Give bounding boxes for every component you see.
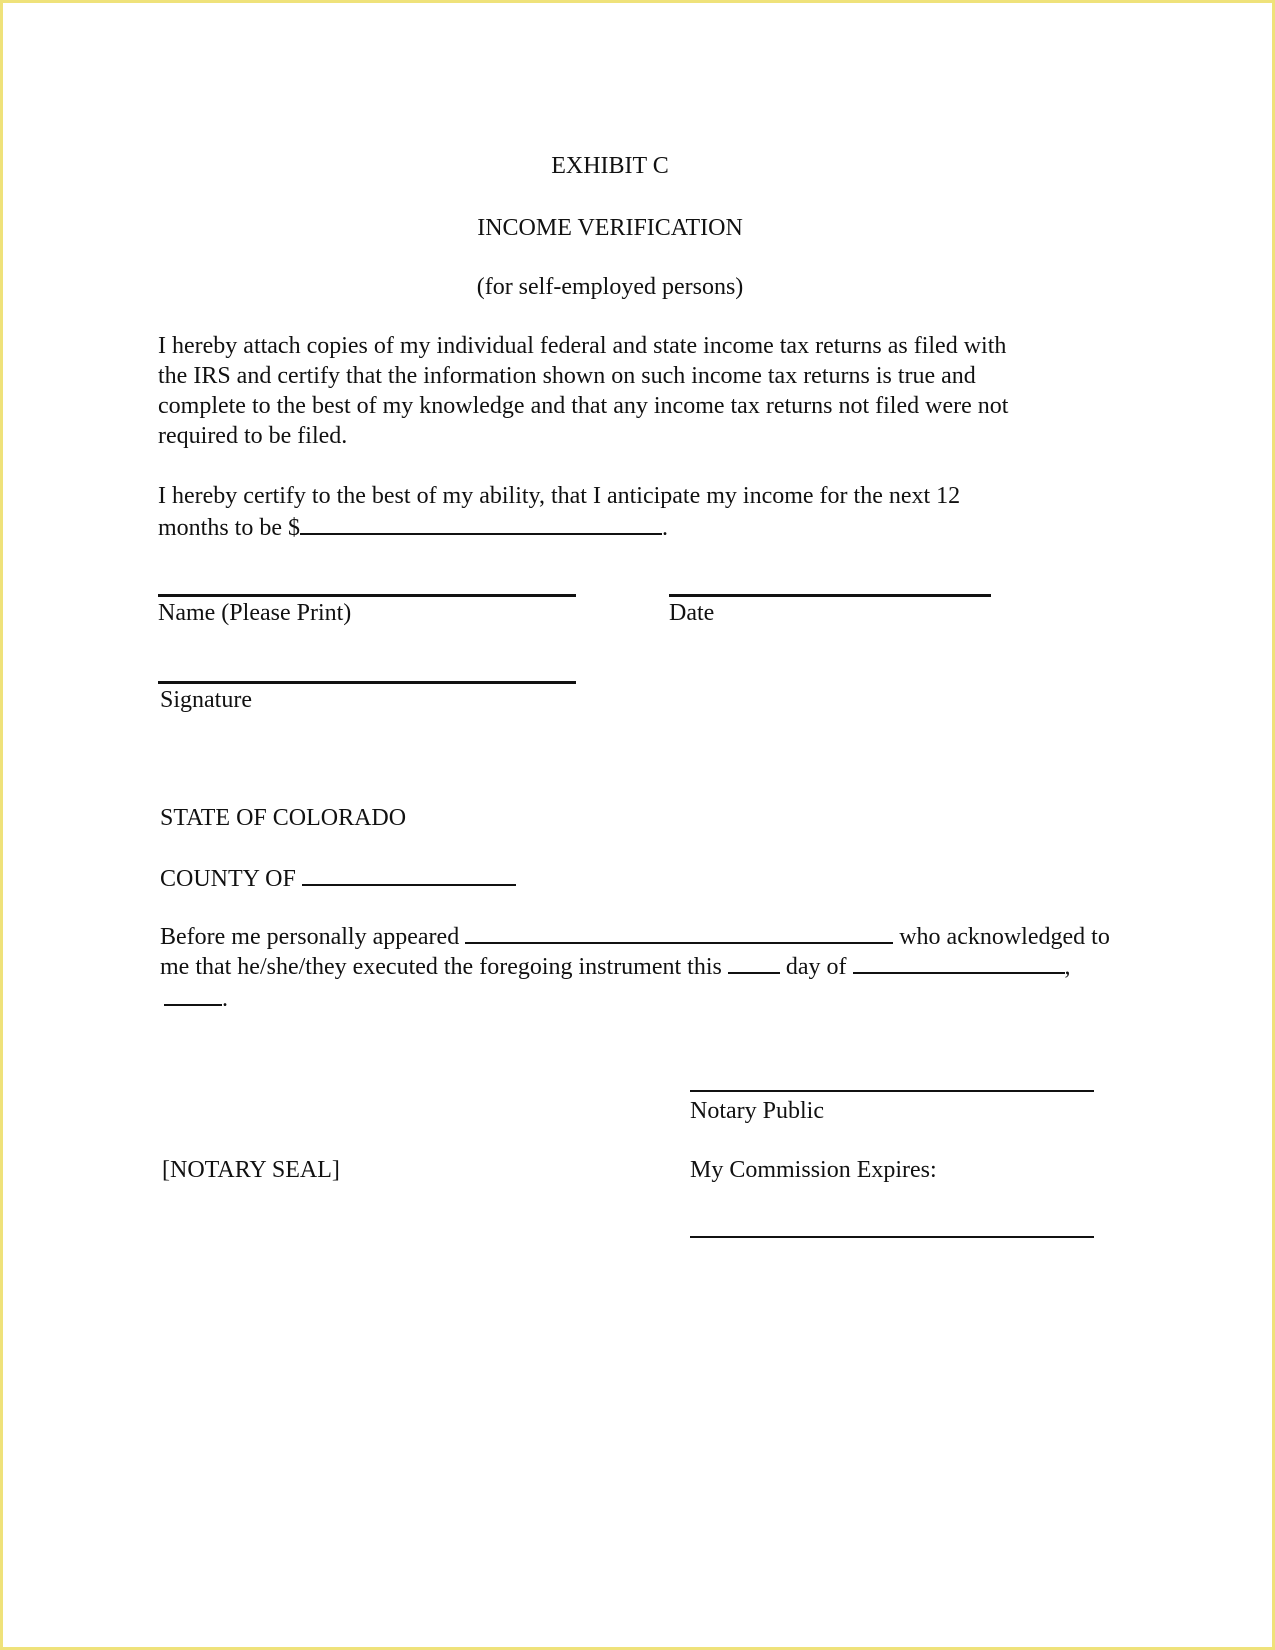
date-line[interactable] — [669, 594, 991, 597]
appeared-suffix: who acknowledged to — [899, 924, 1110, 950]
instrument-row — [160, 950, 1071, 982]
year-period: . — [222, 986, 228, 1012]
paragraph-1-line-4: required to be filed. — [158, 423, 348, 449]
notary-public-label: Notary Public — [690, 1098, 824, 1124]
county-field[interactable] — [302, 862, 516, 886]
state-label: STATE OF COLORADO — [160, 805, 407, 831]
notary-signature-line[interactable] — [690, 1090, 1094, 1092]
document-title: INCOME VERIFICATION — [477, 215, 743, 241]
paragraph-1-line-3: complete to the best of my knowledge and that any income tax returns not filed were not — [158, 393, 1009, 419]
commission-expires-line[interactable] — [690, 1236, 1094, 1238]
day-of-label: day of — [785, 954, 847, 980]
name-label: Name (Please Print) — [158, 600, 352, 626]
income-suffix: . — [662, 515, 668, 541]
county-label: COUNTY OF — [160, 866, 296, 892]
notary-seal-label: [NOTARY SEAL] — [162, 1157, 340, 1183]
document-subtitle: (for self-employed persons) — [476, 274, 744, 300]
year-field[interactable] — [164, 982, 222, 1006]
instrument-comma: , — [1064, 954, 1071, 980]
year-row — [164, 982, 228, 1014]
signature-label: Signature — [160, 687, 252, 713]
appeared-row — [160, 920, 1110, 952]
paragraph-2-line-2 — [158, 511, 668, 543]
exhibit-label: EXHIBIT C — [551, 153, 669, 179]
paragraph-1-line-2: the IRS and certify that the information shown on such income tax returns is true and — [158, 363, 976, 389]
commission-expires-label: My Commission Expires: — [690, 1157, 937, 1183]
instrument-prefix: me that he/she/they executed the foregoing instrument this — [160, 954, 722, 980]
income-amount-field[interactable] — [300, 511, 662, 535]
paragraph-2-line-1: I hereby certify to the best of my ability, that I anticipate my income for the next 12 — [158, 483, 961, 509]
paragraph-1-line-1: I hereby attach copies of my individual federal and state income tax returns as filed with — [158, 333, 1007, 359]
name-line[interactable] — [158, 594, 576, 597]
income-prefix: months to be $ — [158, 515, 300, 541]
signature-line[interactable] — [158, 681, 576, 684]
day-field[interactable] — [728, 950, 780, 974]
county-row — [160, 862, 516, 894]
month-field[interactable] — [853, 950, 1065, 974]
appeared-name-field[interactable] — [465, 920, 893, 944]
date-label: Date — [669, 600, 715, 626]
appeared-prefix: Before me personally appeared — [160, 924, 460, 950]
